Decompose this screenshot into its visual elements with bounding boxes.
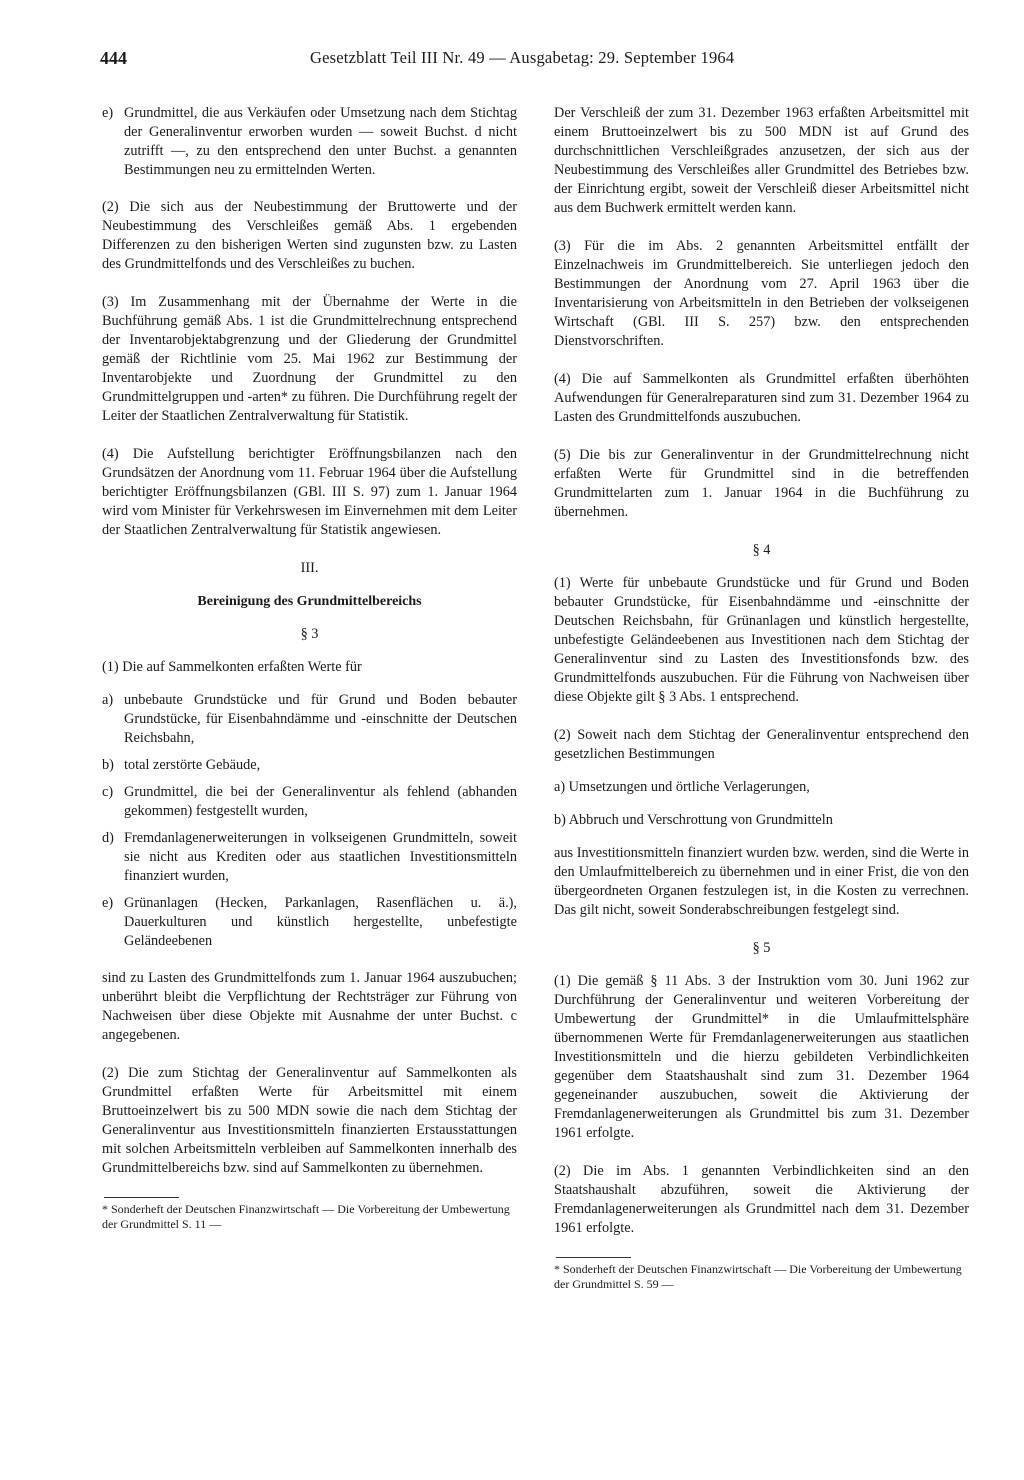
paragraph: sind zu Lasten des Grundmittelfonds zum 1. Januar 1964 auszubuchen; unberührt bleibt die Verpflichtung der Rechtsträger zur Führung von Nachweisen über diese Objekte mit Ausnahme der unter Buchst. c angegebenen. [102, 970, 517, 1043]
page-header [100, 48, 810, 76]
list-item [102, 829, 517, 886]
section-number: III. [300, 560, 319, 576]
paragraph: (2) Die sich aus der Neubestimmung der Bruttowerte und der Neubestimmung des Verschleißes gemäß Abs. 1 ergebenden Differenzen zu den bisherigen Werten sind zugunsten bzw. zu Lasten des Grundmittelfonds und des Verschleißes zu buchen. [102, 199, 517, 272]
footnote: * Sonderheft der Deutschen Finanzwirtschaft — Die Vorbereitung der Umbewertung der Grundmittel S. 59 — [554, 1262, 962, 1291]
paragraph: (1) Werte für unbebaute Grundstücke und für Grund und Boden bebauter Grundstücke, für Eisenbahndämme und -einschnitte der Deutschen Reichsbahn, für Grünanlagen und künstlich hergestellte, unbefestigte Geländeebenen aus Investitionen nach dem Stichtag der Generalinventur sind zu Lasten des Investitionsfonds bzw. des Grundmittelfonds auszubuchen. Für die Führung von Nachweisen über diese Objekte gilt § 3 Abs. 1 entsprechend. [554, 575, 969, 705]
paragraph: (1) Die gemäß § 11 Abs. 3 der Instruktion vom 30. Juni 1962 zur Durchführung der Generalinventur und weiteren Vorbereitung der Umbewertung der Grundmittel* in die Umlaufmittelsphäre übernommenen Werte für Fremdanlagenerweiterungen aus staatlichen Investitionsmitteln und die hierzu gebildeten Verbindlichkeiten gegenüber dem Staatshaushalt sind zum 31. Dezember 1964 gegeneinander auszubuchen, soweit die Aktivierung der Fremdanlagenerweiterungen als Grundmittel bis zum 31. Dezember 1961 erfolgte. [554, 973, 969, 1141]
item-label: b) [102, 757, 114, 773]
page-number: 444 [100, 48, 127, 68]
item-label: c) [102, 784, 114, 800]
item-text: Grünanlagen (Hecken, Parkanlagen, Rasenflächen u. ä.), Dauerkulturen und künstlich hergestellte, unbefestigte Geländeebenen [124, 895, 517, 949]
item-text: unbebaute Grundstücke und für Grund und Boden bebauter Grundstücke, für Eisenbahndämme und -einschnitte der Deutschen Reichsbahn, [124, 692, 517, 746]
item-text: Grundmittel, die bei der Generalinventur als fehlend (abhanden gekommen) festgestellt wurden, [124, 784, 517, 819]
right-column [554, 104, 969, 1292]
paragraph: Der Verschleiß der zum 31. Dezember 1963 erfaßten Arbeitsmittel mit einem Bruttoeinzelwert bis zu 500 MDN ist auf Grund des durchschnittlichen Verschleißgrades anzusetzen, der sich aus der Neubestimmung des Verschleißes aller Grundmittel des Betriebes bzw. der Einrichtung ergibt, soweit der Verschleiß dieser Arbeitsmittel nicht aus dem Buchwerk ermittelt werden kann. [554, 105, 969, 216]
section-title: Bereinigung des Grundmittelbereichs [197, 594, 422, 609]
paragraph: aus Investitionsmitteln finanziert wurden bzw. werden, sind die Werte in den Umlaufmittelbereich zu übernehmen und in einer Frist, die von den übergeordneten Organen festzulegen ist, in die Kosten zu verrechnen. Das gilt nicht, soweit Sonderabschreibungen festgelegt sind. [554, 845, 969, 918]
list-item: b) Abbruch und Verschrottung von Grundmitteln [554, 812, 833, 828]
paragraph-sign: § 3 [300, 626, 319, 642]
paragraph: (5) Die bis zur Generalinventur in der Grundmittelrechnung nicht erfaßten Werte für Grundmittel sind in die betreffenden Grundmittelarten zum 1. Januar 1964 in die Buchführung zu übernehmen. [554, 447, 969, 520]
paragraph-sign: § 4 [752, 542, 771, 558]
list-item [102, 691, 517, 748]
paragraph: (3) Im Zusammenhang mit der Übernahme der Werte in die Buchführung gemäß Abs. 1 ist die Grundmittelrechnung entsprechend der Inventarobjektabgrenzung und der Gliederung der Grundmittel gemäß der Richtlinie vom 25. Mai 1962 zur Bestimmung der Inventarobjekte und Zuordnung der Grundmittel zu den Grundmittelgruppen und -arten* zu führen. Die Durchführung regelt der Leiter der Staatlichen Zentralverwaltung für Statistik. [102, 294, 517, 424]
list-item [102, 783, 517, 821]
list-item [102, 104, 517, 180]
footnote-rule [556, 1257, 631, 1258]
item-label: a) [102, 692, 114, 708]
footnote-rule [104, 1197, 179, 1198]
item-text: total zerstörte Gebäude, [124, 757, 261, 773]
item-label: e) [102, 895, 114, 911]
paragraph: (2) Soweit nach dem Stichtag der Generalinventur entsprechend den gesetzlichen Bestimmungen [554, 727, 969, 762]
footnote: * Sonderheft der Deutschen Finanzwirtschaft — Die Vorbereitung der Umbewertung der Grundmittel S. 11 — [102, 1202, 510, 1231]
list-item: a) Umsetzungen und örtliche Verlagerungen, [554, 779, 810, 795]
left-column [102, 104, 517, 1232]
item-label: d) [102, 830, 114, 846]
paragraph: (4) Die Aufstellung berichtigter Eröffnungsbilanzen nach den Grundsätzen der Anordnung vom 11. Februar 1964 über die Aufstellung berichtigter Eröffnungsbilanzen (GBl. III S. 97) zum 1. Januar 1964 wird vom Minister für Verkehrswesen im Einvernehmen mit dem Leiter der Staatlichen Zentralverwaltung für Statistik angewiesen. [102, 446, 517, 538]
list-item [102, 894, 517, 951]
running-head: Gesetzblatt Teil III Nr. 49 — Ausgabetag: 29. September 1964 [310, 48, 735, 67]
paragraph: (2) Die zum Stichtag der Generalinventur auf Sammelkonten als Grundmittel erfaßten Werte für Arbeitsmittel mit einem Bruttoeinzelwert bis zu 500 MDN sowie die nach dem Stichtag der Generalinventur aus Investitionsmitteln finanzierten Erstausstattungen mit solchen Arbeitsmitteln verbleiben auf Sammelkonten innerhalb des Grundmittelbereichs bzw. sind auf Sammelkonten zu übernehmen. [102, 1065, 517, 1176]
paragraph: (2) Die im Abs. 1 genannten Verbindlichkeiten sind an den Staatshaushalt abzuführen, soweit die Aktivierung der Fremdanlagenerweiterungen als Grundmittel nach dem 31. Dezember 1961 erfolgte. [554, 1163, 969, 1236]
item-label: e) [102, 105, 114, 121]
paragraph-sign: § 5 [752, 940, 771, 956]
paragraph: (4) Die auf Sammelkonten als Grundmittel erfaßten überhöhten Aufwendungen für Generalreparaturen sind zum 31. Dezember 1964 zu Lasten des Grundmittelfonds auszubuchen. [554, 371, 969, 425]
item-text: Grundmittel, die aus Verkäufen oder Umsetzung nach dem Stichtag der Generalinventur erworben wurden — soweit Buchst. d nicht zutrifft —, zu den entsprechend den unter Buchst. a genannten Bestimmungen neu zu ermittelnden Werten. [124, 105, 517, 178]
item-text: Fremdanlagenerweiterungen in volkseigenen Grundmitteln, soweit sie nicht aus Krediten oder aus staatlichen Investitionsmitteln finanziert wurden, [124, 830, 517, 884]
list-item [102, 756, 517, 775]
paragraph: (1) Die auf Sammelkonten erfaßten Werte für [102, 659, 362, 675]
paragraph: (3) Für die im Abs. 2 genannten Arbeitsmittel entfällt der Einzelnachweis im Grundmittelbereich. Sie unterliegen jedoch den Bestimmungen der Anordnung vom 27. April 1963 über die Inventarisierung von Arbeitsmitteln in den Betrieben der volkseigenen Wirtschaft (GBl. III S. 257) bzw. den entsprechenden Dienstvorschriften. [554, 238, 969, 349]
